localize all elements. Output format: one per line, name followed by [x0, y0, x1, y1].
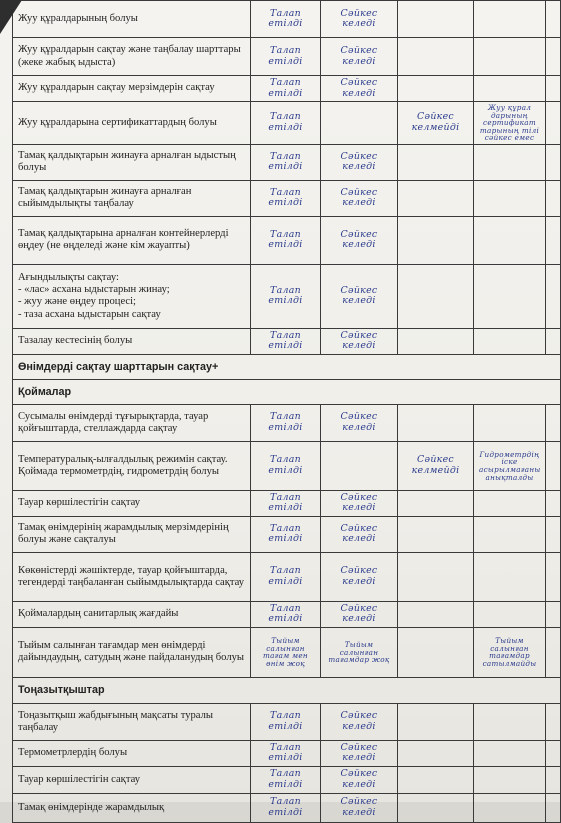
remark-note [474, 703, 546, 740]
requirement-status-note: Талап етілді [251, 766, 321, 793]
requirement-status-note: Талап етілді [251, 793, 321, 822]
requirement-text: Ағындылықты сақтау: - «лас» асхана ыдыстарын жинау; - жуу және өңдеу процесі; - таза асхана ыдыстарын сақтау [13, 264, 251, 328]
empty-cell [546, 328, 561, 354]
remark-note [474, 328, 546, 354]
compliant-note: Сәйкес келеді [321, 264, 398, 328]
requirement-status-note: Талап етілді [251, 264, 321, 328]
remark-note [474, 490, 546, 516]
compliant-note: Сәйкес келеді [321, 552, 398, 601]
checklist-row [13, 328, 561, 354]
requirement-status-note: Талап етілді [251, 328, 321, 354]
checklist-row [13, 441, 561, 490]
requirement-text: Тамақ өнімдерінде жарамдылық [13, 793, 251, 822]
non-compliant-note [398, 216, 474, 264]
requirement-status-note: Талап етілді [251, 38, 321, 76]
requirement-text: Қоймалардың санитарлық жағдайы [13, 601, 251, 627]
remark-note [474, 766, 546, 793]
section-row [13, 379, 561, 404]
section-heading: Тоңазытқыштар [13, 677, 561, 703]
checklist-row [13, 516, 561, 552]
requirement-status-note: Талап етілді [251, 1, 321, 38]
checklist-row [13, 601, 561, 627]
requirement-status-note: Талап етілді [251, 552, 321, 601]
empty-cell [546, 1, 561, 38]
checklist-row [13, 793, 561, 822]
requirement-text: Температуралық-ылғалдылық режимін сақтау. Қоймада термометрдің, гидрометрдің болуы [13, 441, 251, 490]
compliant-note [321, 102, 398, 145]
requirement-text: Тамақ қалдықтарын жинауға арналған сыйымдылықты таңбалау [13, 180, 251, 216]
requirement-status-note: Талап етілді [251, 516, 321, 552]
non-compliant-note [398, 601, 474, 627]
non-compliant-note [398, 552, 474, 601]
remark-note [474, 38, 546, 76]
checklist-row [13, 144, 561, 180]
checklist-row [13, 216, 561, 264]
requirement-text: Тамақ өнімдерінің жарамдылық мерзімдерінің болуы және сақталуы [13, 516, 251, 552]
requirement-text: Жуу құралдарын сақтау мерзімдерін сақтау [13, 76, 251, 102]
checklist-row [13, 552, 561, 601]
compliant-note: Сәйкес келеді [321, 144, 398, 180]
requirement-text: Сусымалы өнімдерді тұғырықтарда, тауар қойғыштарда, стеллаждарда сақтау [13, 404, 251, 441]
non-compliant-note: Сәйкес келмейді [398, 102, 474, 145]
compliant-note [321, 441, 398, 490]
remark-note [474, 1, 546, 38]
checklist-row [13, 264, 561, 328]
requirement-status-note: Талап етілді [251, 404, 321, 441]
requirement-text: Тазалау кестесінің болуы [13, 328, 251, 354]
checklist-row [13, 38, 561, 76]
requirement-status-note: Талап етілді [251, 703, 321, 740]
remark-note [474, 264, 546, 328]
non-compliant-note [398, 144, 474, 180]
empty-cell [546, 516, 561, 552]
empty-cell [546, 216, 561, 264]
non-compliant-note [398, 404, 474, 441]
requirement-status-note: Тыйым салынған тағам мен өнім жоқ [251, 627, 321, 677]
non-compliant-note [398, 490, 474, 516]
requirement-text: Жуу құралдарына сертификаттардың болуы [13, 102, 251, 145]
checklist-row [13, 180, 561, 216]
compliant-note: Сәйкес келеді [321, 703, 398, 740]
requirement-text: Термометрлердің болуы [13, 740, 251, 766]
requirement-status-note: Талап етілді [251, 180, 321, 216]
empty-cell [546, 102, 561, 145]
empty-cell [546, 601, 561, 627]
non-compliant-note [398, 703, 474, 740]
remark-note [474, 601, 546, 627]
remark-note [474, 216, 546, 264]
section-heading: Қоймалар [13, 379, 561, 404]
non-compliant-note [398, 1, 474, 38]
requirement-text: Тамақ қалдықтарын жинауға арналған ыдыстың болуы [13, 144, 251, 180]
requirement-status-note: Талап етілді [251, 216, 321, 264]
requirement-text: Тоңазытқыш жабдығының мақсаты туралы таңбалау [13, 703, 251, 740]
remark-note [474, 516, 546, 552]
remark-note [474, 404, 546, 441]
non-compliant-note [398, 38, 474, 76]
non-compliant-note [398, 793, 474, 822]
remark-note: Тыйым салынған тағамдар сатылмайды [474, 627, 546, 677]
compliant-note: Сәйкес келеді [321, 740, 398, 766]
remark-note [474, 552, 546, 601]
checklist-row [13, 76, 561, 102]
remark-note [474, 793, 546, 822]
compliant-note: Сәйкес келеді [321, 766, 398, 793]
checklist-row [13, 703, 561, 740]
compliant-note: Сәйкес келеді [321, 490, 398, 516]
requirement-status-note: Талап етілді [251, 490, 321, 516]
compliant-note: Сәйкес келеді [321, 180, 398, 216]
compliant-note: Сәйкес келеді [321, 76, 398, 102]
non-compliant-note [398, 516, 474, 552]
empty-cell [546, 144, 561, 180]
requirement-text: Тыйым салынған тағамдар мен өнімдерді дайындаудың, сатудың және пайдаланудың болуы [13, 627, 251, 677]
non-compliant-note [398, 766, 474, 793]
compliant-note: Сәйкес келеді [321, 516, 398, 552]
requirement-status-note: Талап етілді [251, 601, 321, 627]
remark-note: Жуу құрал дарының сертификат тарының тілі сәйкес емес [474, 102, 546, 145]
remark-note [474, 144, 546, 180]
compliant-note: Тыйым салынған тағамдар жоқ [321, 627, 398, 677]
checklist-row [13, 404, 561, 441]
empty-cell [546, 490, 561, 516]
section-heading: Өнімдерді сақтау шарттарын сақтау+ [13, 354, 561, 379]
empty-cell [546, 38, 561, 76]
non-compliant-note [398, 627, 474, 677]
checklist-row [13, 627, 561, 677]
checklist-row [13, 490, 561, 516]
empty-cell [546, 627, 561, 677]
compliant-note: Сәйкес келеді [321, 793, 398, 822]
non-compliant-note [398, 76, 474, 102]
empty-cell [546, 766, 561, 793]
section-row [13, 677, 561, 703]
requirement-text: Тауар көршілестігін сақтау [13, 490, 251, 516]
compliant-note: Сәйкес келеді [321, 601, 398, 627]
requirement-status-note: Талап етілді [251, 76, 321, 102]
empty-cell [546, 441, 561, 490]
inspection-checklist-table [12, 0, 561, 823]
empty-cell [546, 404, 561, 441]
empty-cell [546, 552, 561, 601]
checklist-row [13, 766, 561, 793]
empty-cell [546, 180, 561, 216]
checklist-body [13, 1, 561, 823]
non-compliant-note: Сәйкес келмейді [398, 441, 474, 490]
remark-note [474, 76, 546, 102]
checklist-row [13, 1, 561, 38]
requirement-status-note: Талап етілді [251, 740, 321, 766]
compliant-note: Сәйкес келеді [321, 328, 398, 354]
requirement-text: Тауар көршілестігін сақтау [13, 766, 251, 793]
requirement-text: Жуу құралдарының болуы [13, 1, 251, 38]
compliant-note: Сәйкес келеді [321, 404, 398, 441]
checklist-row [13, 740, 561, 766]
empty-cell [546, 793, 561, 822]
empty-cell [546, 740, 561, 766]
empty-cell [546, 76, 561, 102]
requirement-text: Жуу құралдарын сақтау және таңбалау шарттары (жеке жабық ыдыста) [13, 38, 251, 76]
photo-corner-shadow [0, 0, 22, 34]
checklist-row [13, 102, 561, 145]
requirement-status-note: Талап етілді [251, 441, 321, 490]
non-compliant-note [398, 328, 474, 354]
empty-cell [546, 703, 561, 740]
non-compliant-note [398, 264, 474, 328]
requirement-text: Тамақ қалдықтарына арналған контейнерлерді өңдеу (не өңделеді және кім жауапты) [13, 216, 251, 264]
remark-note [474, 180, 546, 216]
remark-note [474, 740, 546, 766]
compliant-note: Сәйкес келеді [321, 216, 398, 264]
non-compliant-note [398, 180, 474, 216]
non-compliant-note [398, 740, 474, 766]
compliant-note: Сәйкес келеді [321, 38, 398, 76]
requirement-status-note: Талап етілді [251, 102, 321, 145]
section-row [13, 354, 561, 379]
requirement-status-note: Талап етілді [251, 144, 321, 180]
remark-note: Гидрометрдің іске асырылмағаны анықталды [474, 441, 546, 490]
compliant-note: Сәйкес келеді [321, 1, 398, 38]
requirement-text: Көкөністерді жәшіктерде, тауар қойғыштарда, тегендерді таңбаланған сыйымдылықтарда сақтау [13, 552, 251, 601]
empty-cell [546, 264, 561, 328]
